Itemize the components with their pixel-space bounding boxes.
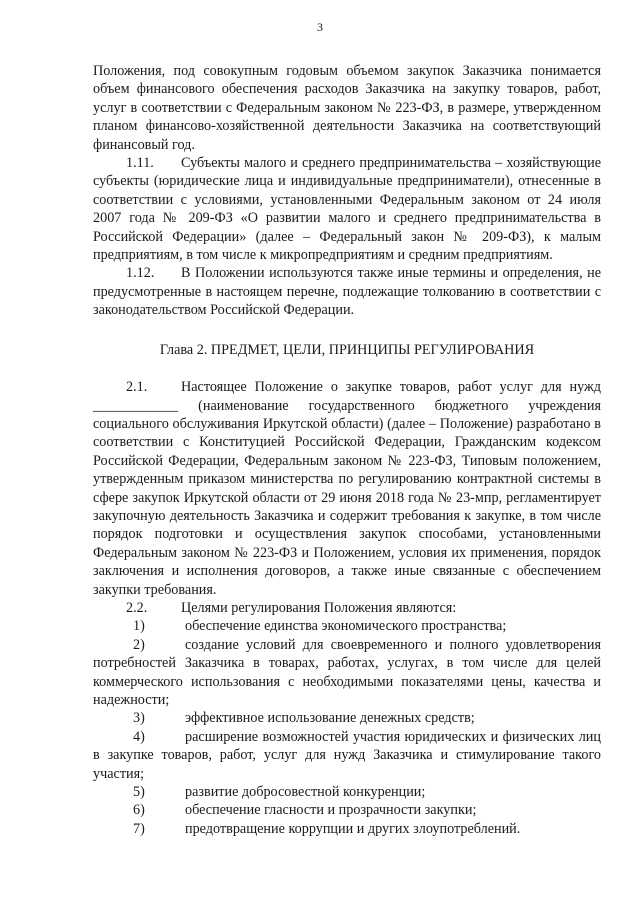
list-item-text: развитие добросовестной конкуренции; — [185, 784, 426, 801]
goals-list — [93, 617, 601, 838]
list-item-text: обеспечение единства экономического пространства; — [185, 618, 507, 635]
clause-text: Настоящее Положение о закупке товаров, работ услуг для нужд ____________ (наименование государственного бюджетного учреждения социального обслуживания Иркутской области) (далее – Положение) разработано в соответствии с Конституцией Российской Федерации, Гражданским кодексом Российской Федерации, Федеральным законом № 223-ФЗ, Типовым положением, утвержденным приказом министерства по регулированию контрактной системы в сфере закупок Иркутской области от 29 июня 2018 года № 23-мпр, регламентирует закупочную деятельность Заказчика и содержит требования к закупке, в том числе порядок подготовки и осуществления закупок способами, установленными Федеральным законом № 223-ФЗ и Положением, условия их применения, порядок заключения и исполнения договоров, а также иные связанные с обеспечением закупки требования. — [93, 379, 601, 598]
clause-text: Целями регулирования Положения являются: — [181, 599, 457, 616]
list-item-number: 6) — [133, 802, 145, 819]
list-item-number: 5) — [133, 784, 145, 801]
paragraph-1-11 — [93, 154, 601, 264]
list-item-text: предотвращение коррупции и других злоупотреблений. — [185, 820, 521, 837]
list-item — [93, 636, 601, 710]
list-item — [93, 820, 601, 838]
list-item — [93, 801, 601, 819]
clause-number: 2.2. — [126, 599, 148, 616]
list-item-text: расширение возможностей участия юридических и физических лиц в закупке товаров, работ, услуг для нужд Заказчика и стимулирование такого участия; — [93, 728, 601, 782]
document-body — [93, 62, 601, 838]
paragraph-continuation: Положения, под совокупным годовым объемом закупок Заказчика понимается объем финансового обеспечения расходов Заказчика на закупку товаров, работ, услуг в соответствии с Федеральным законом № 223-ФЗ, в размере, утвержденном планом финансово-хозяйственной деятельности Заказчика на соответствующий финансовый год. — [93, 63, 601, 153]
clause-number: 2.1. — [126, 379, 148, 396]
clause-number: 1.12. — [126, 265, 155, 282]
list-item-number: 2) — [133, 636, 145, 653]
clause-text: Субъекты малого и среднего предпринимательства – хозяйствующие субъекты (юридические лица и индивидуальные предприниматели), отнесенные в соответствии с условиями, установленными Федеральным законом от 24 июля 2007 года № 209-ФЗ «О развитии малого и среднего предпринимательства в Российской Федерации» (далее – Федеральный закон № 209-ФЗ), к малым предприятиям, в том числе к микропредприятиям и средним предприятиям. — [93, 155, 601, 264]
list-item — [93, 617, 601, 635]
list-item-text: обеспечение гласности и прозрачности закупки; — [185, 802, 477, 819]
paragraph-1-12 — [93, 264, 601, 319]
paragraph-2-1 — [93, 378, 601, 599]
list-item-number: 3) — [133, 710, 145, 727]
list-item-number: 7) — [133, 820, 145, 837]
clause-text: В Положении используются также иные термины и определения, не предусмотренные в настоящем перечне, подлежащие толкованию в соответствии с законодательством Российской Федерации. — [93, 265, 601, 319]
list-item-text: эффективное использование денежных средств; — [185, 710, 475, 727]
page-number: 3 — [317, 20, 323, 34]
list-item-text: создание условий для своевременного и полного удовлетворения потребностей Заказчика в товарах, работах, услугах, в том числе для целей коммерческого использования с необходимыми показателями цены, качества и надежности; — [93, 636, 601, 708]
list-item — [93, 728, 601, 783]
list-item — [93, 783, 601, 801]
list-item-number: 4) — [133, 728, 145, 745]
chapter-heading: Глава 2. ПРЕДМЕТ, ЦЕЛИ, ПРИНЦИПЫ РЕГУЛИРОВАНИЯ — [159, 341, 535, 358]
list-item — [93, 709, 601, 727]
paragraph-2-2 — [93, 599, 601, 617]
clause-number: 1.11. — [126, 155, 154, 172]
list-item-number: 1) — [133, 618, 145, 635]
